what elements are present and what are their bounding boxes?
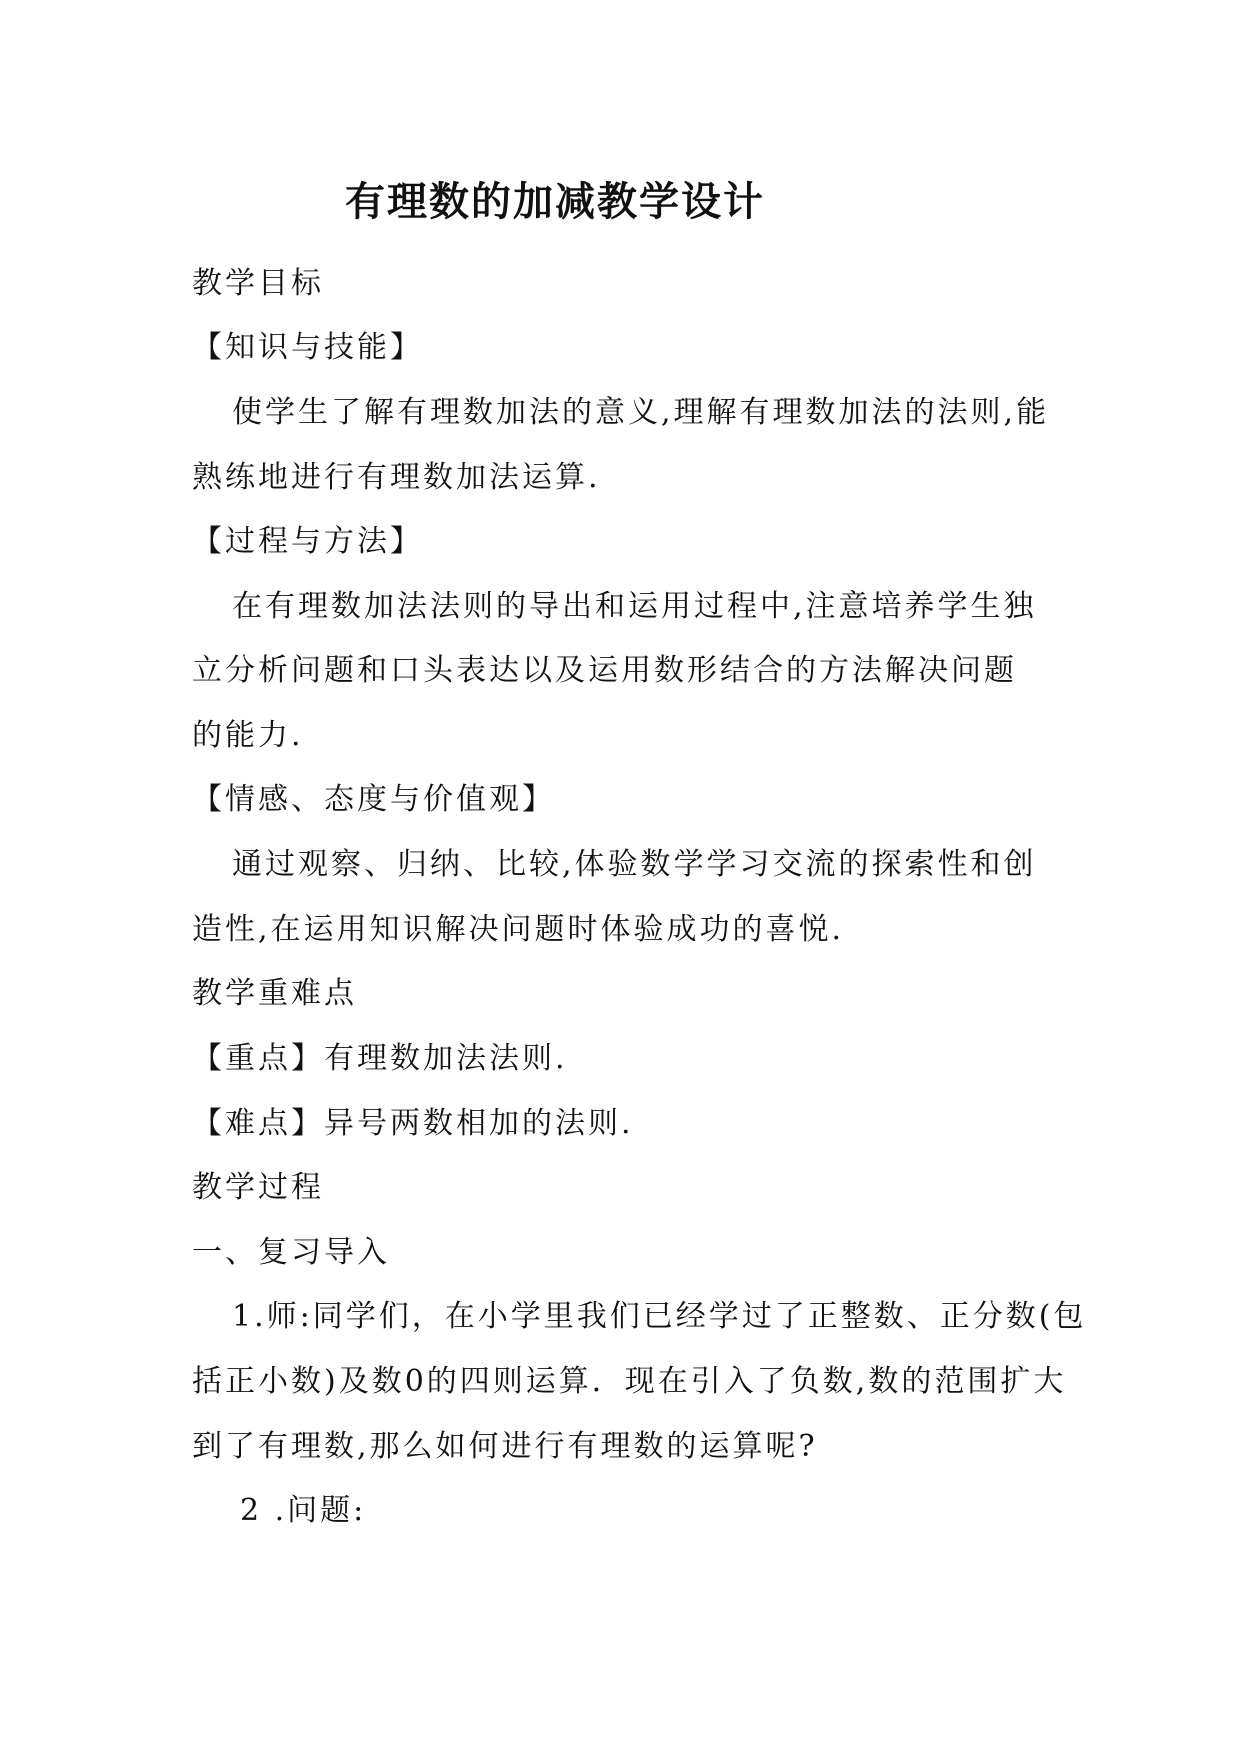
difficulty: 【难点】异号两数相加的法则. — [192, 1106, 634, 1141]
review-text-line-3: 到了有理数,那么如何进行有理数的运算呢? — [192, 1429, 818, 1464]
page-title: 有理数的加减教学设计 — [345, 178, 765, 225]
emotion-text-line-2: 造性,在运用知识解决问题时体验成功的喜悦. — [192, 912, 845, 947]
process-heading: 【过程与方法】 — [192, 524, 423, 559]
knowledge-heading: 【知识与技能】 — [192, 330, 423, 365]
emotion-text-line-1: 通过观察、归纳、比较,体验数学学习交流的探索性和创 — [232, 847, 1037, 882]
goals-heading: 教学目标 — [192, 266, 324, 301]
procedure-heading: 教学过程 — [192, 1170, 324, 1205]
key-point: 【重点】有理数加法法则. — [192, 1041, 568, 1076]
emotion-heading: 【情感、态度与价值观】 — [192, 782, 555, 817]
keypoints-heading: 教学重难点 — [192, 976, 357, 1011]
review-text-line-1: 1.师:同学们，在小学里我们已经学过了正整数、正分数(包 — [232, 1299, 1087, 1334]
question-label: 2 .问题: — [240, 1493, 367, 1528]
process-text-line-2: 立分析问题和口头表达以及运用数形结合的方法解决问题 — [192, 653, 1017, 688]
process-text-line-3: 的能力. — [192, 718, 304, 753]
process-text-line-1: 在有理数加法法则的导出和运用过程中,注意培养学生独 — [232, 589, 1037, 624]
review-text-line-2: 括正小数)及数0的四则运算．现在引入了负数,数的范围扩大 — [192, 1364, 1067, 1399]
knowledge-text-line-2: 熟练地进行有理数加法运算. — [192, 460, 601, 495]
knowledge-text-line-1: 使学生了解有理数加法的意义,理解有理数加法的法则,能 — [232, 395, 1050, 430]
review-heading: 一、复习导入 — [192, 1235, 390, 1270]
